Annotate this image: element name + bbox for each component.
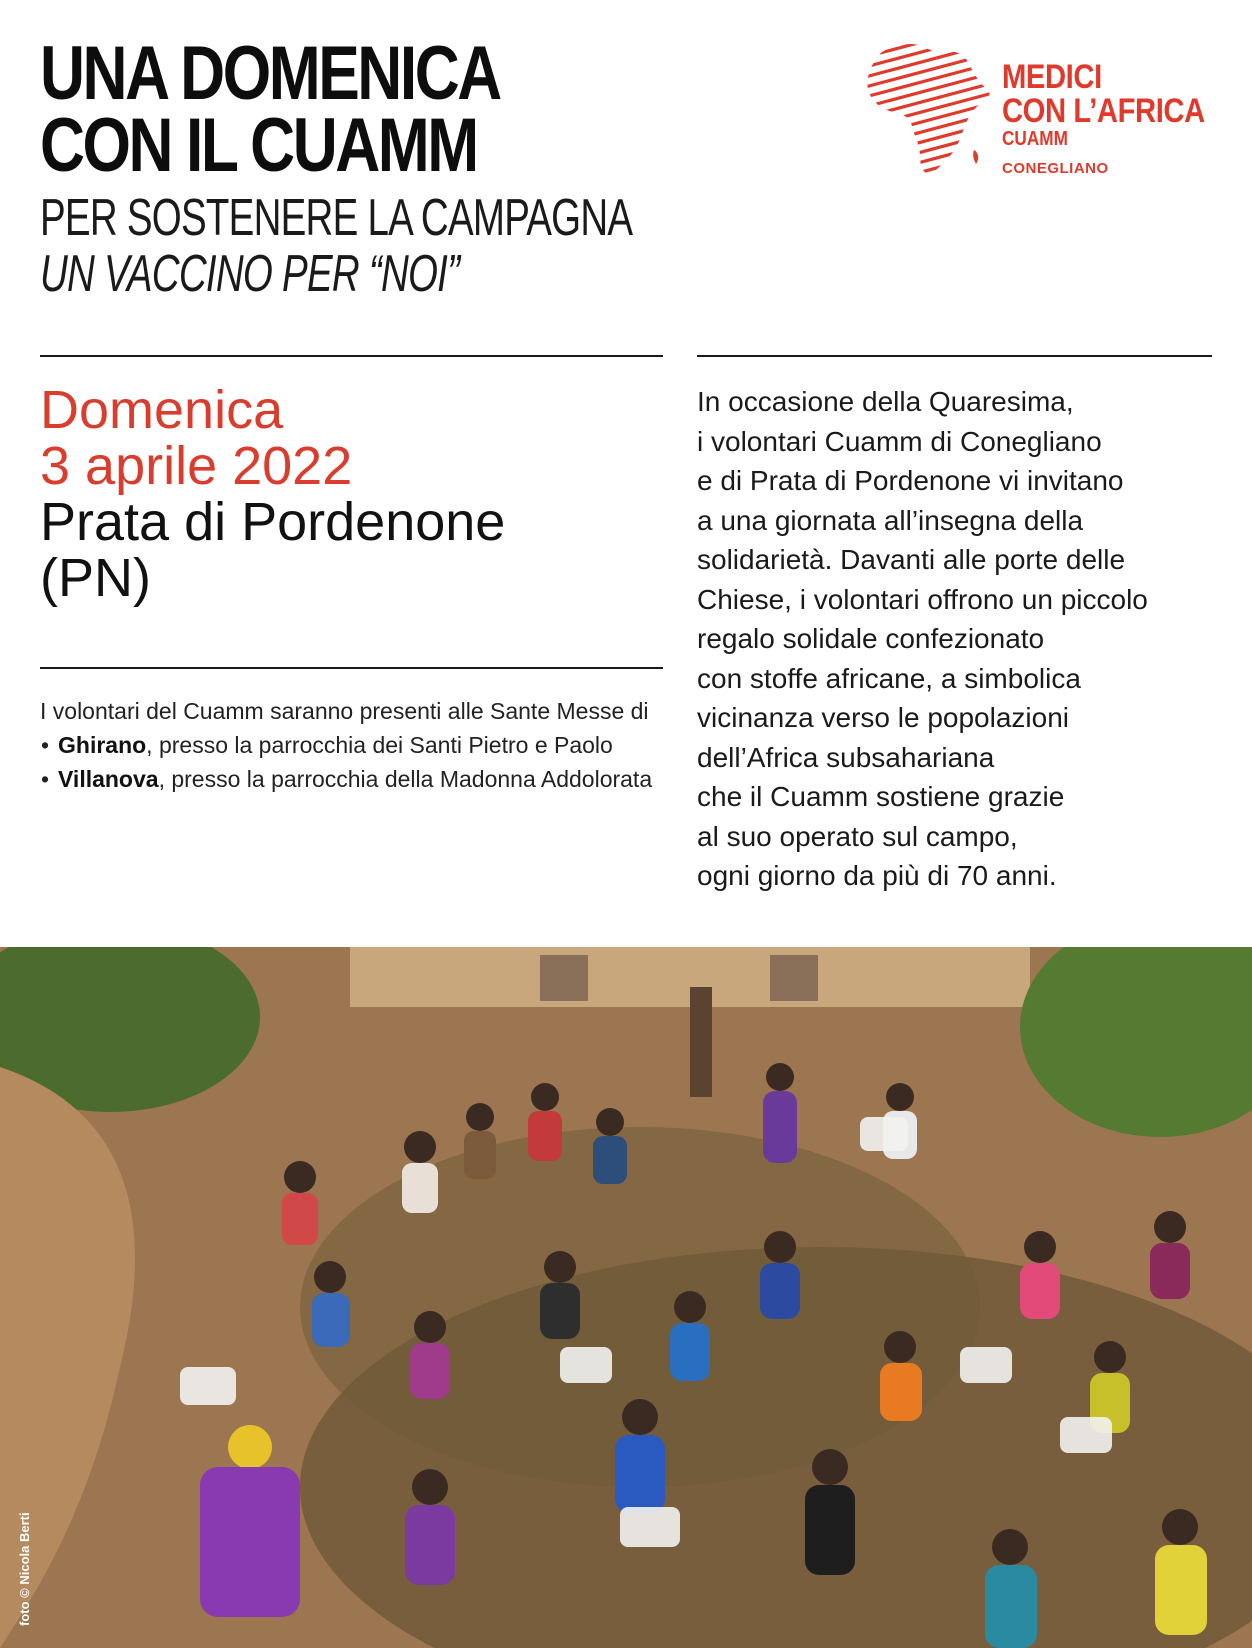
- description-line: e di Prata di Pordenone vi invitano: [697, 465, 1124, 496]
- event-date-block: [40, 382, 505, 606]
- divider-left-top: [40, 355, 663, 357]
- divider-right-top: [697, 355, 1212, 357]
- description-line: al suo operato sul campo,: [697, 820, 1018, 852]
- mass-place: Villanova: [58, 766, 159, 792]
- title-line-2: CON IL CUAMM: [40, 103, 477, 188]
- description-line: Chiese, i volontari offrono un piccolo: [697, 583, 1148, 615]
- page-title: [40, 31, 500, 188]
- event-description: [697, 382, 1217, 896]
- logo-city: CONEGLIANO: [1002, 160, 1109, 177]
- event-photo: [0, 947, 1252, 1648]
- list-item: [40, 729, 660, 761]
- masses-info: [40, 695, 660, 795]
- subtitle: [40, 190, 632, 302]
- logo-line-3: CUAMM: [1002, 128, 1068, 150]
- description-line: vicinanza verso le popolazioni: [697, 702, 1069, 733]
- description-line: a una giornata all’insegna della: [697, 504, 1084, 536]
- mass-detail: , presso la parrocchia della Madonna Addolorata: [158, 766, 653, 792]
- divider-left-bottom: [40, 667, 663, 669]
- list-item: [40, 763, 660, 795]
- description-line: i volontari Cuamm di Conegliano: [697, 425, 1102, 457]
- photo-credit: foto © Nicola Berti: [17, 1512, 32, 1626]
- title-line-1: UNA DOMENICA: [40, 31, 500, 116]
- event-place-line-2: (PN): [40, 548, 151, 608]
- event-place-line-1: Prata di Pordenone: [40, 492, 506, 552]
- subtitle-line-2: UN VACCINO PER “NOI”: [40, 245, 460, 303]
- logo-line-2: CON L’AFRICA: [1002, 92, 1205, 130]
- mass-place: Ghirano: [58, 732, 147, 758]
- description-line: In occasione della Quaresima,: [697, 386, 1074, 417]
- event-day: Domenica: [40, 380, 284, 440]
- cuamm-logo: [864, 40, 1214, 180]
- photo-illustration: [0, 947, 1252, 1648]
- masses-intro: I volontari del Cuamm saranno presenti alle Sante Messe di: [40, 698, 649, 724]
- africa-map-icon: [864, 40, 994, 180]
- description-line: che il Cuamm sostiene grazie: [697, 781, 1065, 812]
- mass-detail: , presso la parrocchia dei Santi Pietro e Paolo: [146, 732, 613, 758]
- description-line: ogni giorno da più di 70 anni.: [697, 860, 1057, 891]
- masses-list: [40, 729, 660, 795]
- description-line: dell’Africa subsahariana: [697, 741, 995, 773]
- logo-text: [1002, 60, 1238, 178]
- description-line: con stoffe africane, a simbolica: [697, 662, 1081, 694]
- event-date: 3 aprile 2022: [40, 436, 353, 496]
- description-line: solidarietà. Davanti alle porte delle: [697, 544, 1126, 575]
- description-line: regalo solidale confezionato: [697, 623, 1045, 654]
- subtitle-line-1: PER SOSTENERE LA CAMPAGNA: [40, 189, 633, 247]
- logo-line-1: MEDICI: [1002, 58, 1102, 96]
